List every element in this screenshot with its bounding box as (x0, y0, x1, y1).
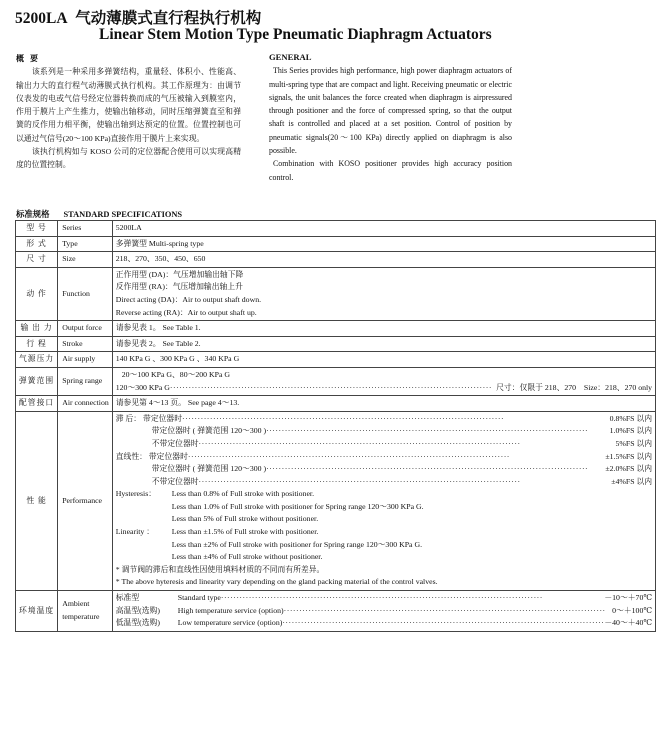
general-en-paragraph-1: This Series provides high performance, high power diaphragm actuators of multi-spring type that are compact and light. Receiving pneumatic or electric signals, the unit balances the force created when diaphragm is airpressured through positioner and the force of compressed spring, so that the output shaft is controlled and placed at a set position. Control of position by pneumatic signals(20～100 KPa) directly applied on diaphragm is also possible. (269, 66, 512, 156)
summary-zh (16, 52, 241, 172)
spec-table (15, 220, 656, 632)
table-row: 弹簧范围 Spring range 20～100 KPa G、80～200 KPa G 120～300 KPa G ····· 尺寸：仅限于 218、270 Size：218、270 only (16, 367, 656, 395)
table-row: 型 号 Series 5200LA (16, 221, 656, 237)
general-en-paragraph-2: Combination with KOSO positioner provides high accuracy position control. (269, 159, 512, 182)
table-row: 动 作 Function 正作用型 (DA)：气压增加输出轴下降 反作用型 (RA)：气压增加输出轴上升 Direct acting (DA)：Air to output shaft down. Reverse acting (RA)：Air to output shaft up. (16, 267, 656, 320)
table-row: 性 能 Performance 滞 后： 带定位器时 ····· 0.8%FS 以内 带定位器时 ( 弹簧范围 120～300 ) ····· 1.0%FS 以内 不带定位器时 ····· 5%FS 以内 直线性： 带定位器时 ····· ±1.5%FS 以内 带定位器时 ( 弹簧范围 120～300 ) ····· ±2.0%FS 以内 不带定位器时 ····· ±4%FS 以内 Hysteresis： Less than 0.8% of Full stroke with positioner. Less than 1.0% of Full stroke with positioner for Spring range 120～300 KPa G. Less than 5% of Full stroke without positioner. Linearity ： Less than ±1.5% of Full stroke with positioner. Less than ±2% of Full stroke with positioner for Spring range 120～300 KPa G. Less than ±4% of Full stroke without positioner. * 调节阀的滞后和直线性因使用填料材质的不同而有所差异。 * The above hyteresis and linearity vary depending on the gland packing material of the control valves. (16, 411, 656, 590)
table-row: 行 程 Stroke 请参见表 2。 See Table 2. (16, 336, 656, 352)
table-row: 输 出 力 Output force 请参见表 1。 See Table 1. (16, 321, 656, 337)
table-row: 气源压力 Air supply 140 KPa G 、300 KPa G 、340 KPa G (16, 352, 656, 368)
performance-cell: 滞 后： 带定位器时 ····· 0.8%FS 以内 带定位器时 ( 弹簧范围 120～300 ) ····· 1.0%FS 以内 不带定位器时 ····· 5%FS 以内 直线性： 带定位器时 ····· ±1.5%FS 以内 带定位器时 ( 弹簧范围 120～300 ) ····· ±2.0%FS 以内 不带定位器时 ····· ±4%FS 以内 Hysteresis： Less than 0.8% of Full stroke with positioner. Less than 1.0% of Full stroke with positioner for Spring range 120～300 KPa G. Less than 5% of Full stroke without positioner. Linearity ： Less than ±1.5% of Full stroke with positioner. Less than ±2% of Full stroke with positioner for Spring range 120～300 KPa G. Less than ±4% of Full stroke without positioner. * 调节阀的滞后和直线性因使用填料材质的不同而有所差异。 * The above hyteresis and linearity vary depending on the gland packing material of the control valves. (112, 411, 655, 590)
general-en-heading: GENERAL (269, 52, 312, 62)
summary-zh-paragraph-1: 该系列是一种采用多弹簧结构，重量轻、体积小、性能高、输出力大的直行程气动薄膜式执行机构。其工作原理为：由调节仪表发的电或气信号经定位器转换而成的气压被输入到膜室内，作用于膜片上产生推力，使输出轴移动，同时压缩弹簧直至和弹簧的反作用力相平衡，使输出轴到达预定的位置。位置控制也可以通过气信号(20～100 KPa)直接作用于膜片上来实现。 (16, 67, 241, 143)
table-row: 配管接口 Air connection 请参见第 4～13 页。 See page 4～13. (16, 396, 656, 412)
spec-heading: 标准规格 STANDARD SPECIFICATIONS (16, 210, 183, 219)
table-row: 环境温度 Ambient temperature 标准型 Standard type ····· －10～＋70℃ 高温型(选购) High temperature service (option) ····· 0～＋100℃ 低温型(选购) Low temperature service (option) ····· －40～＋40℃ (16, 591, 656, 632)
summary-zh-heading: 概 要 (16, 54, 40, 63)
table-row: 尺 寸 Size 218、270、350、450、650 (16, 252, 656, 268)
page-title-en: Linear Stem Motion Type Pneumatic Diaphragm Actuators (99, 26, 492, 43)
table-row: 形 式 Type 多弹簧型 Multi-spring type (16, 236, 656, 252)
summary-zh-paragraph-2: 该执行机构如与 KOSO 公司的定位器配合使用可以实现高精度的位置控制。 (16, 147, 241, 170)
page-title-zh: 5200LA 气动薄膜式直行程执行机构 (15, 10, 262, 27)
general-en (269, 51, 512, 184)
